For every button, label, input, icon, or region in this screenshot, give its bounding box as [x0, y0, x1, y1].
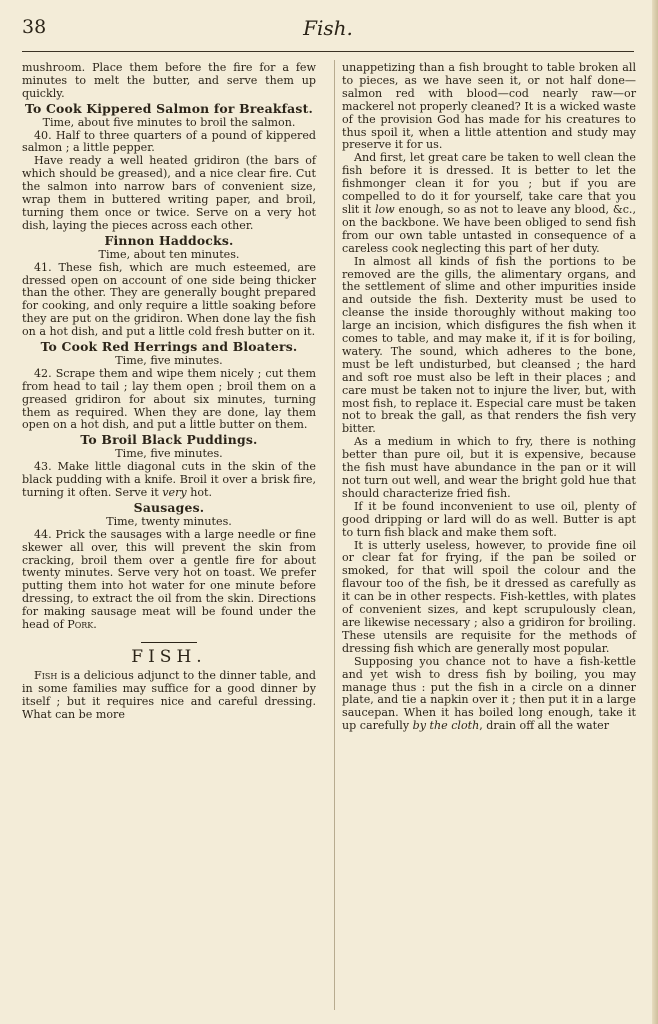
section-heading-herrings: To Cook Red Herrings and Bloaters.	[40, 339, 298, 355]
paragraph: Have ready a well heated gridiron (the bars of which should be greased), and a nice clear fire. Cut the salmon into narrow bars of convenient size, wrap them in buttered writing paper, and broil, turning them once or twice. Serve on a very hot dish, laying the pieces across each other.	[22, 154, 316, 232]
text-run: .	[93, 618, 97, 632]
section-heading-kippered: To Cook Kippered Salmon for Breakfast.	[24, 100, 314, 116]
cooking-time: Time, about five minutes to broil the salmon.	[42, 115, 296, 129]
cooking-time: Time, twenty minutes.	[106, 514, 232, 528]
text-run: hot.	[186, 486, 213, 499]
paragraph	[342, 656, 636, 733]
section-heading-finnon: Finnon Haddocks.	[104, 232, 234, 248]
emphasis: low	[374, 202, 395, 216]
emphasis: by the cloth	[412, 719, 480, 733]
paragraph: mushroom. Place them before the fire for a few minutes to melt the butter, and serve them up quickly.	[22, 61, 316, 100]
column-divider	[334, 60, 335, 1010]
section-rule	[141, 642, 197, 643]
cooking-time: Time, five minutes.	[115, 353, 223, 367]
page-header	[22, 14, 634, 48]
text-run: enough, so as not to leave any blood, &c., on the backbone. We have been obliged to send fish from our own table untasted in consequence of a careless cook neglecting this part of her duty.	[342, 202, 636, 255]
text-run: , drain off all the water	[479, 719, 609, 733]
cross-reference: Pork	[67, 618, 94, 632]
header-rule	[22, 51, 634, 52]
page-edge-shadow	[652, 0, 658, 1024]
paragraph: 42. Scrape them and wipe them nicely ; cut them from head to tail ; lay them open ; broil them on a greased gridiron for about six minutes, turning them as required. When they are done, lay them open on a hot dish, and put a little butter on them.	[22, 366, 316, 432]
lead-word: Fish	[34, 668, 58, 682]
paragraph: In almost all kinds of fish the portions to be removed are the gills, the alimentary organs, and the settlement of slime and other impurities inside and outside the fish. Dexterity must be used to cleanse the inside thoroughly without making too large an incision, which disfigures the fish when it comes to table, and may make it, if it is for boiling, watery. The sound, which adheres to the bone, must be left undisturbed, but cleansed ; the hard and soft roe must also be left in their places ; and care must be taken not to injure the liver, but, with most fish, to replace it. Especial care must be taken not to break the gall, as that renders the fish very bitter.	[342, 254, 636, 436]
paragraph	[22, 529, 316, 632]
page-number: 38	[22, 16, 47, 38]
section-heading-puddings: To Broil Black Puddings.	[80, 432, 258, 448]
paragraph	[342, 152, 636, 255]
right-column	[342, 62, 636, 733]
cooking-time: Time, five minutes.	[115, 447, 223, 461]
paragraph: It is utterly useless, however, to provide fine oil or clear fat for frying, if the pan be soiled or smoked, for that will spoil the colour and the flavour too of the fish, be it dressed as carefully as it can be in other respects. Fish-kettles, with plates of convenient sizes, and kept scrupulously clean, are likewise necessary ; also a gridiron for broiling. These utensils are requisite for the methods of dressing fish which are generally most popular.	[342, 538, 636, 655]
chapter-heading-fish: FISH.	[131, 646, 207, 667]
paragraph: 40. Half to three quarters of a pound of kippered salmon ; a little pepper.	[22, 128, 316, 155]
paragraph	[22, 461, 316, 500]
text-run: 43. Make little diagonal cuts in the skin of the black pudding with a knife. Broil it over a brisk fire, turning it often. Serve it	[22, 460, 316, 499]
left-column	[22, 62, 316, 722]
paragraph	[22, 670, 316, 722]
paragraph: If it be found inconvenient to use oil, plenty of good dripping or lard will do as well. Butter is apt to turn fish black and make them soft.	[342, 499, 636, 539]
cooking-time: Time, about ten minutes.	[98, 247, 240, 261]
emphasis: very	[162, 486, 187, 499]
paragraph: unappetizing than a fish brought to table broken all to pieces, as we have seen it, or not half done—salmon red with blood—cod nearly raw—or mackerel not properly cleaned? It is a wicked waste of the provision God has made for his creatures to thus spoil it, when a little attention and study may preserve it for us.	[342, 61, 636, 152]
text-run: is a delicious adjunct to the dinner table, and in some families may suffice for a good dinner by itself ; but it requires nice and careful dressing. What can be more	[22, 668, 316, 721]
running-title: Fish.	[303, 16, 353, 40]
text-run: And first, let great care be taken to well clean the fish before it is dressed. It is better to let the fishmonger clean it for you ; but if you are compelled to do it for yourself, take care that you slit it	[342, 151, 636, 216]
text-run: Supposing you chance not to have a fish-kettle and yet wish to dress fish by boiling, you may manage thus : put the fish in a circle on a dinner plate, and tie a napkin over it ; then put it in a large saucepan. When it has boiled long enough, take it up carefully	[342, 654, 636, 733]
paragraph: 41. These fish, which are much esteemed, are dressed open on account of one side being thicker than the other. They are generally bought prepared for cooking, and only require a little soaking before they are put on the gridiron. When done lay the fish on a hot dish, and put a little cold fresh butter on it.	[22, 260, 316, 339]
section-heading-sausages: Sausages.	[133, 499, 205, 515]
paragraph: As a medium in which to fry, there is nothing better than pure oil, but it is expensive, because the fish must have abundance in the pan or it will not turn out well, and wear the bright gold hue that should characterize fried fish.	[342, 435, 636, 500]
text-run: 44. Prick the sausages with a large needle or fine skewer all over, this will prevent the skin from cracking, broil them over a gentle fire for about twenty minutes. Serve very hot on toast. We prefer putting them into hot water for one minute before dressing, to extract the oil from the skin. Directions for making sausage meat will be found under the head of	[22, 527, 316, 632]
